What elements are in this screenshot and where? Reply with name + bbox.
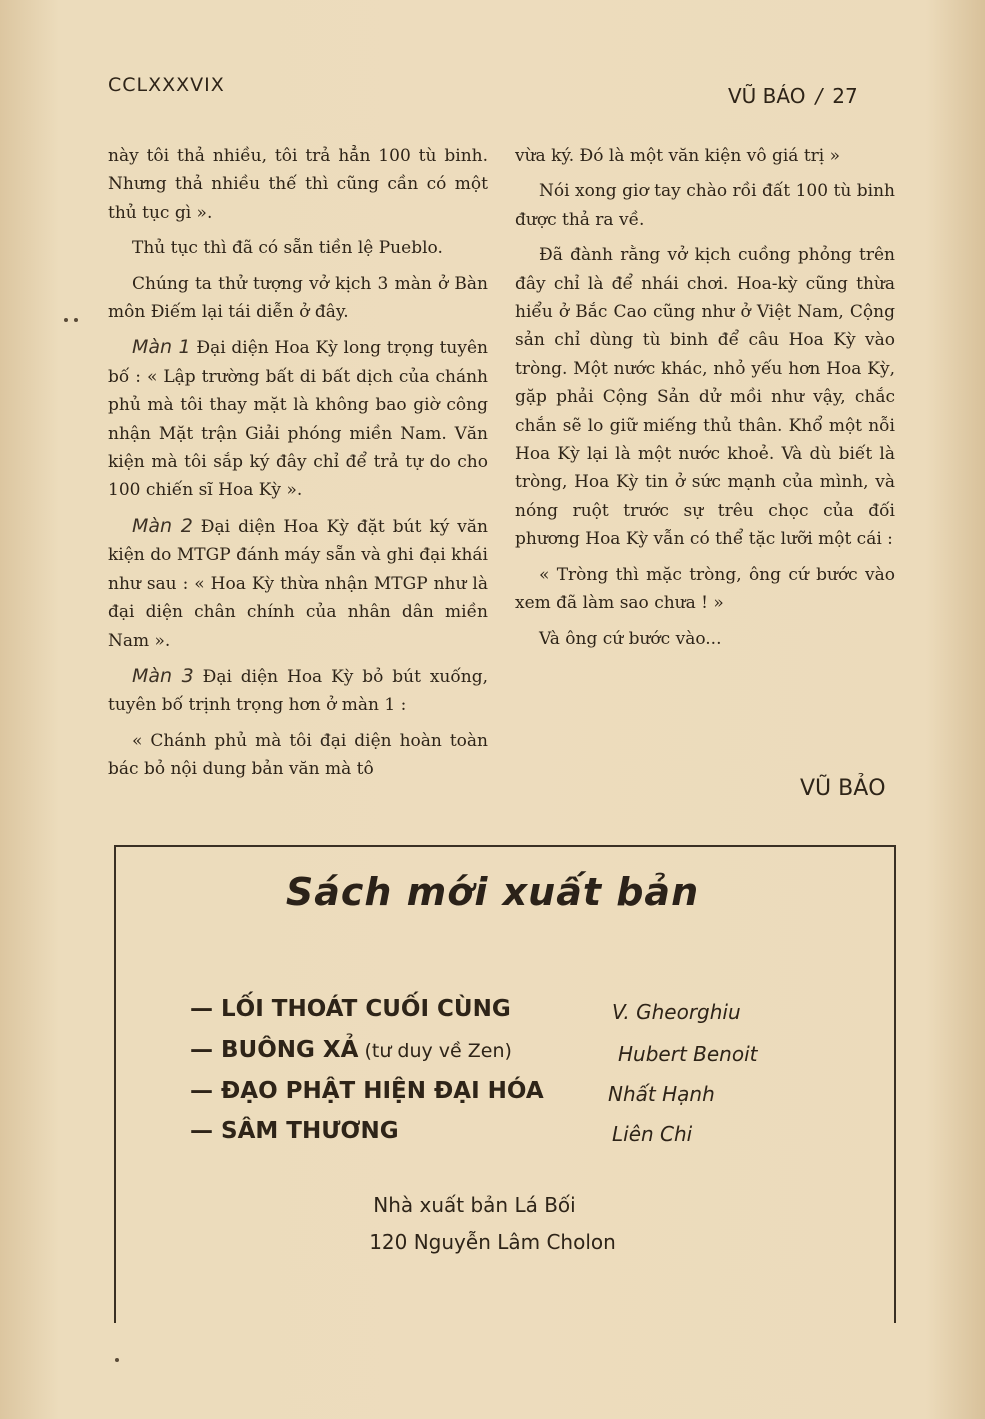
paragraph: « Chánh phủ mà tôi đại diện hoàn toàn bác bỏ nội dung bản văn mà tô <box>108 730 488 780</box>
author-signature: VŨ BẢO <box>800 776 886 801</box>
margin-speck <box>74 318 78 322</box>
scene-3-label: Màn 3 <box>132 664 194 687</box>
paragraph: vừa ký. Đó là một văn kiện vô giá trị » <box>515 146 841 166</box>
ad-title: Sách mới xuất bản <box>285 870 700 914</box>
margin-speck <box>115 1358 119 1362</box>
paragraph: Đã đành rằng vở kịch cuồng phỏng trên đây chỉ là để nhái chơi. Hoa-kỳ cũng thừa hiểu ở Bắc Cao cũng như ở Việt Nam, Cộng sản chỉ dùng tù binh để câu Hoa Kỳ vào tròng. Một nước khác, nhỏ yếu hơn Hoa Kỳ, gặp phải Cộng Sản dử mồi như vậy, chắc chắn sẽ lo giữ miếng thủ thân. Khổ một nỗi Hoa Kỳ lại là một nước khoẻ. Và dù biết là tròng, Hoa Kỳ tin ở sức mạnh của mình, và nóng ruột trước sự trêu chọc của đối phương Hoa Kỳ vẫn có thể tặc lưỡi một cái : <box>515 245 895 550</box>
book-title: — LỐI THOÁT CUỐI CÙNG <box>190 996 511 1022</box>
book-author: V. Gheorghiu <box>612 1000 741 1024</box>
paragraph: Chúng ta thử tượng vở kịch 3 màn ở Bàn môn Điếm lại tái diễn ở đây. <box>108 273 488 323</box>
margin-speck <box>64 318 68 322</box>
scene-1-paragraph <box>108 333 488 504</box>
scene-1-text: Đại diện Hoa Kỳ long trọng tuyên bố : « Lập trường bất di bất dịch của chánh phủ mà tôi thay mặt là không bao giờ công nhận Mặt trận Giải phóng miền Nam. Văn kiện mà tôi sắp ký đây chỉ để trả tự do cho 100 chiến sĩ Hoa Kỳ ». <box>108 338 488 501</box>
paragraph: « Tròng thì mặc tròng, ông cứ bước vào xem đã làm sao chưa ! » <box>515 564 895 614</box>
scene-2-paragraph <box>108 512 488 655</box>
scene-2-text: Đại diện Hoa Kỳ đặt bút ký văn kiện do MTGP đánh máy sẵn và ghi đại khái như sau : « Hoa Kỳ thừa nhận MTGP như là đại diện chân chính của nhân dân miền Nam ». <box>108 516 488 651</box>
paragraph: Và ông cứ bước vào... <box>539 628 722 649</box>
paragraph: Thủ tục thì đã có sẵn tiền lệ Pueblo. <box>132 238 443 259</box>
scene-1-label: Màn 1 <box>132 336 191 359</box>
running-header <box>728 84 858 108</box>
scene-2-label: Màn 2 <box>132 514 193 537</box>
book-title: — SÂM THƯƠNG <box>190 1118 399 1144</box>
right-column <box>515 142 895 660</box>
section-numeral: CCLXXXVIX <box>108 74 225 96</box>
left-column <box>108 142 488 791</box>
book-author: Liên Chi <box>612 1122 693 1146</box>
book-title: — ĐẠO PHẬT HIỆN ĐẠI HÓA <box>190 1078 544 1104</box>
scene-3-paragraph <box>108 662 488 720</box>
book-author: Nhất Hạnh <box>608 1082 715 1106</box>
publisher-name: Nhà xuất bản Lá Bối <box>373 1193 576 1217</box>
book-title: — BUÔNG XẢ (tư duy về Zen) <box>190 1037 512 1063</box>
header-separator: / <box>815 84 823 108</box>
paragraph: Nói xong giơ tay chào rồi đất 100 tù binh được thả ra về. <box>515 181 895 230</box>
publisher-address: 120 Nguyễn Lâm Cholon <box>369 1230 616 1254</box>
book-author: Hubert Benoit <box>618 1042 758 1066</box>
header-author: VŨ BÁO <box>728 84 806 108</box>
paragraph: này tôi thả nhiều, tôi trả hẳn 100 tù binh. Nhưng thả nhiều thế thì cũng cần có một thủ tục gì ». <box>108 146 488 223</box>
scene-3-text: Đại diện Hoa Kỳ bỏ bút xuống, tuyên bố trịnh trọng hơn ở màn 1 : <box>108 666 488 716</box>
page-number: 27 <box>832 84 858 108</box>
